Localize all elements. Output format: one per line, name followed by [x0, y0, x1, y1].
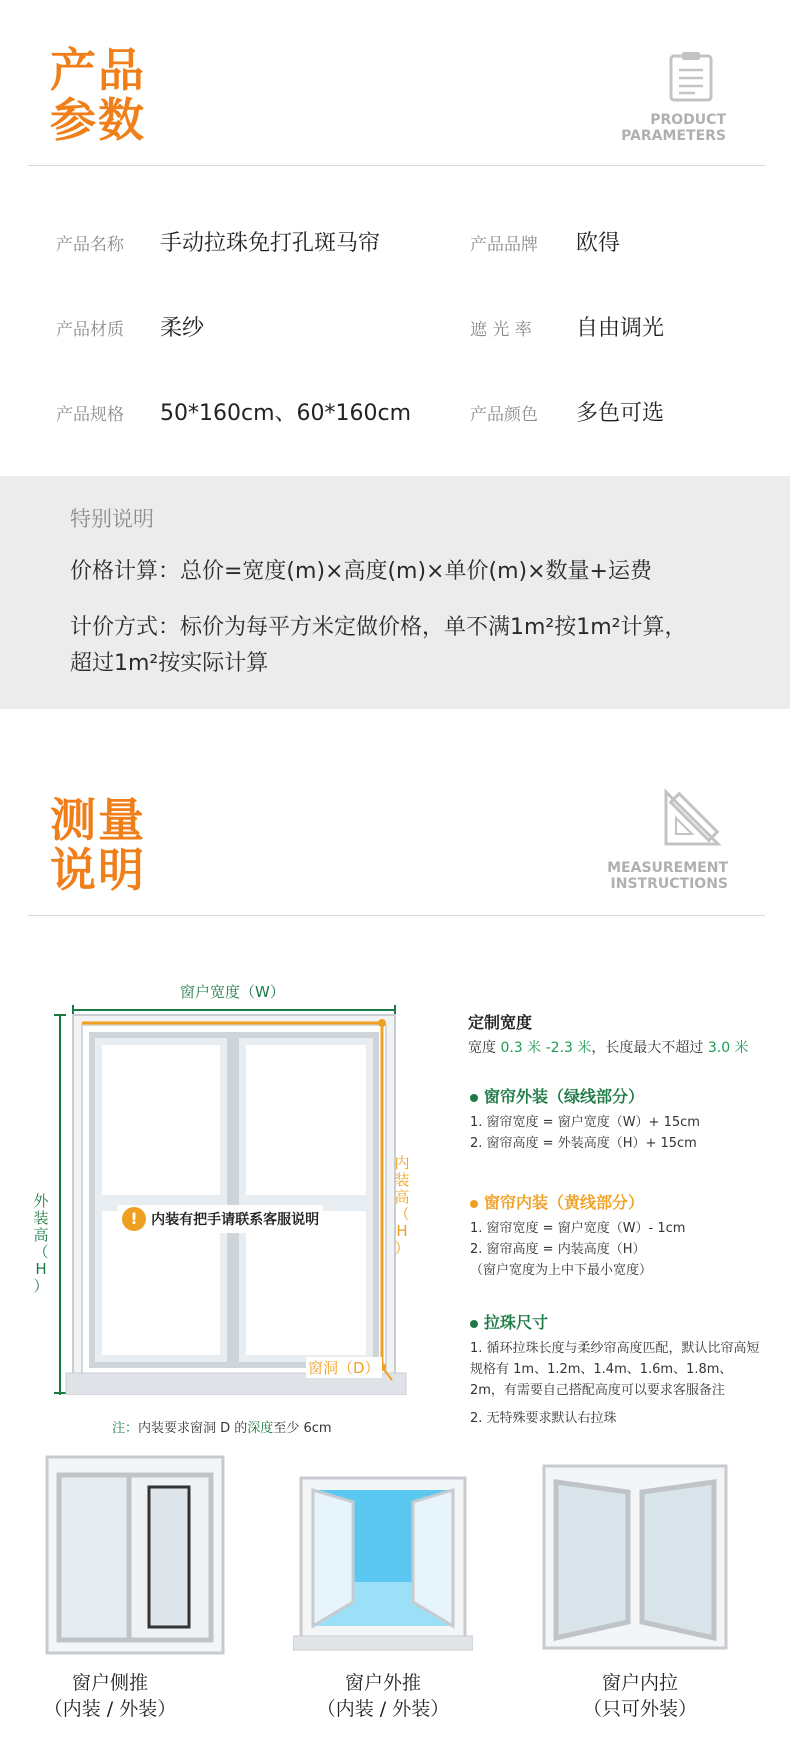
- inner-height-label: 内 装 高 （ H ）: [394, 1154, 410, 1257]
- clipboard-icon: [668, 50, 714, 102]
- param-label-color: 产品颜色: [470, 405, 538, 425]
- bullet-icon: [470, 1094, 478, 1102]
- outer-mount-formula: 1. 窗帘宽度 = 窗户宽度（W）+ 15cm 2. 窗帘高度 = 外装高度（H）+ 15cm: [470, 1115, 700, 1151]
- section-subtitle-params: PRODUCT PARAMETERS: [621, 112, 726, 144]
- inner-mount-title: 窗帘内装（黄线部分）: [470, 1190, 644, 1213]
- param-value-material: 柔纱: [160, 316, 205, 341]
- pricing-method-line1: 计价方式：标价为每平方米定做价格，单不满1m²按1m²计算，: [70, 615, 687, 640]
- warning-icon: !: [122, 1207, 146, 1231]
- bead-size-text: 1. 循环拉珠长度与柔纱帘高度匹配，默认比帘高短 规格有 1m、1.2m、1.4m、1.6m、1.8m、 2m，有需要自己搭配高度可以要求客服备注: [470, 1341, 760, 1398]
- param-label-spec: 产品规格: [56, 405, 124, 425]
- special-notes-title: 特别说明: [70, 507, 154, 531]
- divider: [28, 915, 765, 916]
- section-title-measure: 测量 说明: [50, 793, 146, 897]
- handle-notice-text: 内装有把手请联系客服说明: [151, 1212, 320, 1228]
- custom-width-title: 定制宽度: [468, 1013, 533, 1032]
- pricing-method-line2: 超过1m²按实际计算: [70, 651, 269, 676]
- depth-label: 窗洞（D）: [308, 1359, 380, 1377]
- width-label: 窗户宽度（W）: [180, 983, 285, 1001]
- section-title-params: 产品 参数: [50, 43, 146, 147]
- ruler-triangle-icon: [662, 788, 724, 848]
- section-subtitle-measure: MEASUREMENT INSTRUCTIONS: [607, 860, 728, 892]
- divider: [28, 165, 765, 166]
- bullet-icon: [470, 1320, 478, 1328]
- window-image-outward: [293, 1472, 473, 1652]
- outer-height-label: 外 装 高 （ H ）: [33, 1192, 49, 1295]
- param-label-name: 产品名称: [56, 235, 124, 255]
- param-value-color: 多色可选: [576, 401, 665, 426]
- param-label-brand: 产品品牌: [470, 235, 538, 255]
- handle-notice: [118, 1205, 323, 1233]
- bead-size-title: 拉珠尺寸: [470, 1310, 548, 1333]
- custom-width-text: 宽度 0.3 米 -2.3 米，长度最大不超过 3.0 米: [468, 1040, 749, 1056]
- param-value-name: 手动拉珠免打孔斑马帘: [160, 231, 381, 256]
- bullet-icon: [470, 1200, 478, 1208]
- window-type-inward: 窗户内拉 （只可外装）: [582, 1672, 697, 1720]
- depth-note: 注：内装要求窗洞 D 的深度至少 6cm: [112, 1421, 332, 1436]
- measurement-diagram: [30, 975, 450, 1445]
- param-label-shading: 遮 光 率: [470, 320, 532, 340]
- special-notes-panel: [0, 476, 790, 709]
- outer-mount-title: 窗帘外装（绿线部分）: [470, 1084, 644, 1107]
- window-type-sliding: 窗户侧推 （内装 / 外装）: [43, 1672, 177, 1720]
- param-value-spec: 50*160cm、60*160cm: [160, 401, 412, 426]
- window-type-outward: 窗户外推 （内装 / 外装）: [316, 1672, 450, 1720]
- param-label-material: 产品材质: [56, 320, 124, 340]
- param-value-shading: 自由调光: [576, 316, 665, 341]
- inner-mount-formula: 1. 窗帘宽度 = 窗户宽度（W）- 1cm 2. 窗帘高度 = 内装高度（H） （窗户宽度为上中下最小宽度）: [470, 1221, 686, 1278]
- window-image-inward: [540, 1462, 730, 1652]
- window-image-sliding: [45, 1455, 225, 1655]
- param-value-brand: 欧得: [576, 231, 621, 256]
- price-formula: 价格计算：总价=宽度(m)×高度(m)×单价(m)×数量+运费: [70, 559, 652, 584]
- bead-default-text: 2. 无特殊要求默认右拉珠: [470, 1411, 617, 1426]
